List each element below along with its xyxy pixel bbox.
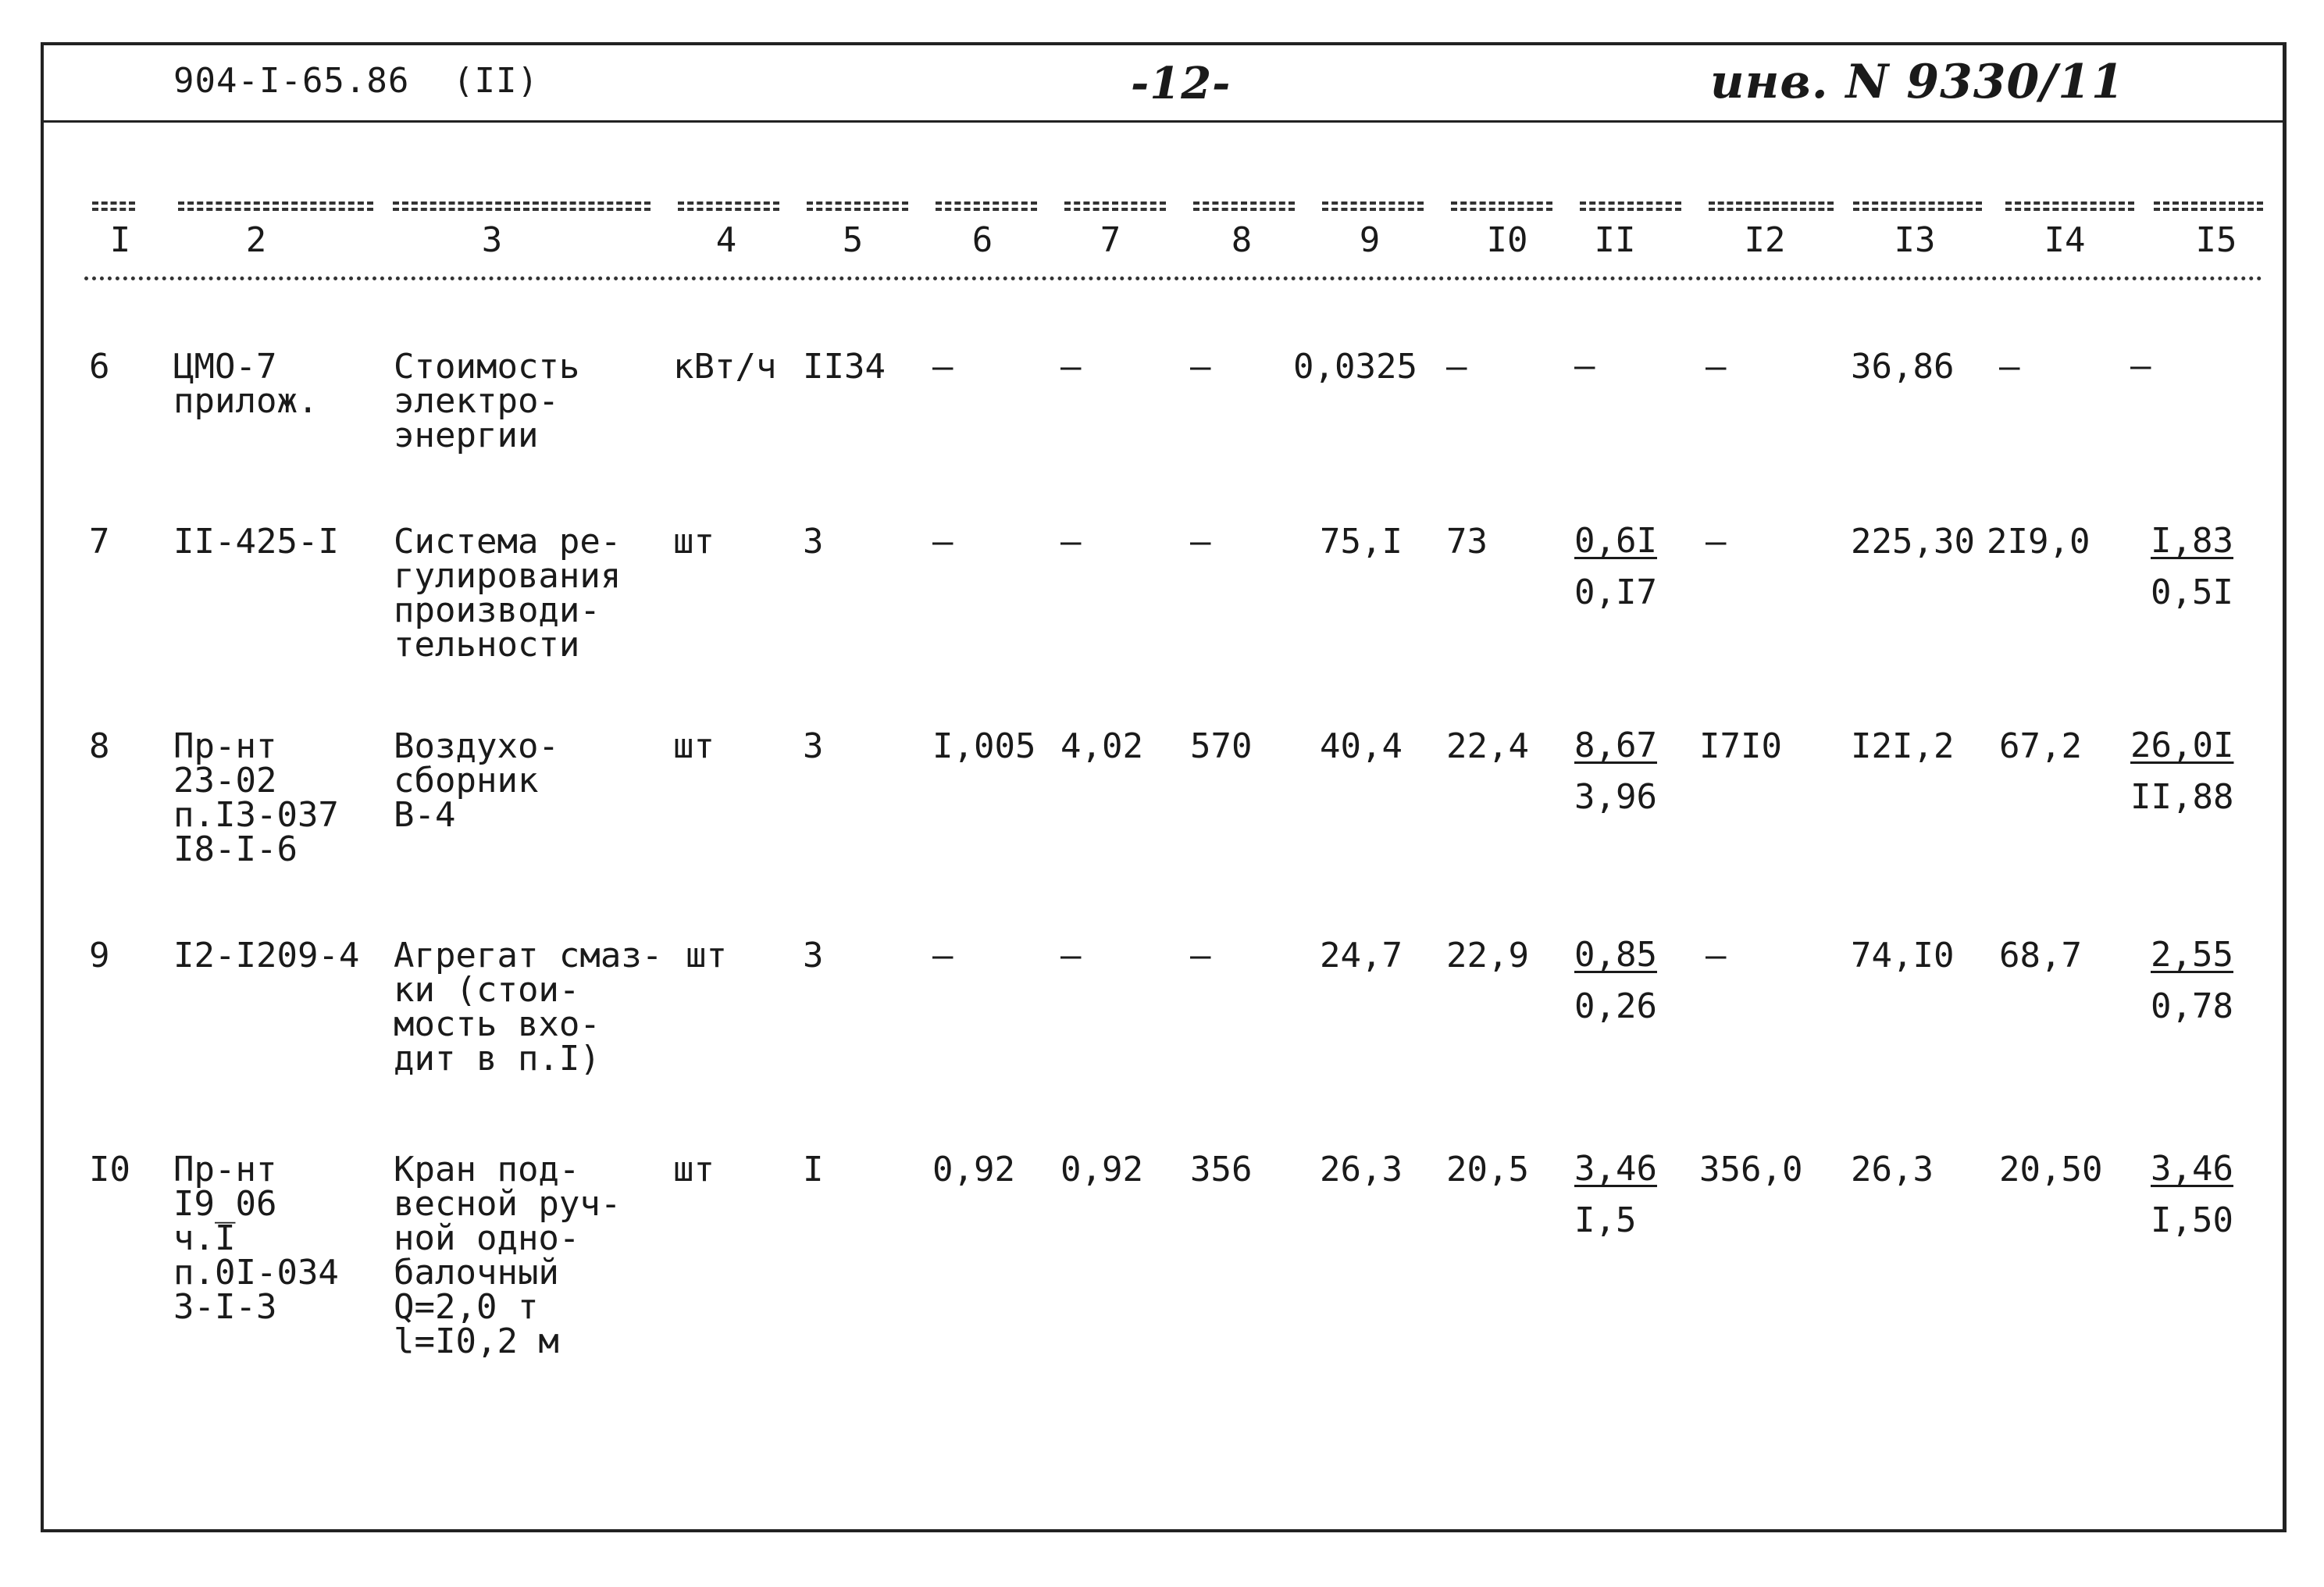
col-14: 20,50	[1999, 1150, 2103, 1189]
quantity: I	[803, 1150, 824, 1189]
quantity: 3	[803, 936, 824, 975]
col-7: 0,92	[1060, 1150, 1143, 1189]
col-6: –	[932, 522, 953, 562]
col-13: 26,3	[1851, 1150, 1934, 1189]
col-8: –	[1190, 936, 1211, 975]
col-7: –	[1060, 522, 1082, 562]
unit: кВт/ч	[673, 347, 777, 387]
unit: шт	[673, 726, 715, 766]
col-7: –	[1060, 936, 1082, 975]
col-12: 356,0	[1699, 1150, 1803, 1189]
table-header-bottom-rule	[84, 276, 2263, 287]
col-12: –	[1706, 347, 1727, 387]
page-frame	[41, 42, 2287, 1532]
col-8: 356	[1190, 1150, 1253, 1189]
column-header: 9	[1359, 220, 1381, 260]
column-header: I2	[1744, 220, 1786, 260]
row-number: 7	[89, 522, 110, 562]
column-header: 6	[971, 220, 993, 260]
column-header: I5	[2195, 220, 2237, 260]
norm-code: I2-I209-4	[173, 936, 360, 975]
col-14: 2I9,0	[1987, 522, 2091, 562]
quantity: 3	[803, 522, 824, 562]
quantity: 3	[803, 726, 824, 766]
col-13: 225,30	[1851, 522, 1975, 562]
col-11: $\frac{0,85}{0,26}$	[1574, 935, 1657, 1026]
col-15: –	[2130, 346, 2151, 386]
col-14: 67,2	[1999, 726, 2082, 766]
col-9: 24,7	[1320, 936, 1403, 975]
item-name: Система ре- гулирования производи- тельности	[394, 522, 622, 665]
column-header: 8	[1231, 220, 1253, 260]
row-number: 9	[89, 936, 110, 975]
col-12: I7I0	[1699, 726, 1782, 766]
col-9: 75,I	[1320, 522, 1403, 562]
col-8: –	[1190, 522, 1211, 562]
doc-part: (II)	[453, 61, 539, 101]
row-number: 6	[89, 347, 110, 387]
item-name: Воздухо- сборник В-4	[394, 726, 559, 835]
col-15: $\frac{2,55}{0,78}$	[2151, 935, 2233, 1026]
item-name: Стоимость электро- энергии	[394, 347, 580, 455]
inventory-number: инв. N 9330/11	[1710, 55, 2125, 109]
unit: шт	[673, 1150, 715, 1189]
col-13: 74,I0	[1851, 936, 1955, 975]
col-12: –	[1706, 522, 1727, 562]
col-11: –	[1574, 346, 1595, 386]
column-header: 5	[842, 220, 864, 260]
unit: шт	[673, 522, 715, 562]
col-13: 36,86	[1851, 347, 1955, 387]
norm-code: Пр-нт I9_06 ч.I п.0I-034 3-I-3	[173, 1150, 339, 1327]
col-6: 0,92	[932, 1150, 1015, 1189]
col-9: 40,4	[1320, 726, 1403, 766]
col-11: $\frac{3,46}{I,5}$	[1574, 1149, 1657, 1240]
column-header: II	[1594, 220, 1636, 260]
norm-code: II-425-I	[173, 522, 339, 562]
norm-code: Пр-нт 23-02 п.I3-037 I8-I-6	[173, 726, 339, 869]
col-12: –	[1706, 936, 1727, 975]
col-13: I2I,2	[1851, 726, 1955, 766]
unit: шт	[686, 936, 727, 975]
item-name: Агрегат смаз- ки (стои- мость вхо- дит в п.I)	[394, 936, 663, 1079]
col-11: $\frac{8,67}{3,96}$	[1574, 726, 1657, 817]
col-10: 20,5	[1446, 1150, 1529, 1189]
column-header: I4	[2044, 220, 2086, 260]
norm-code: ЦМО-7 прилож.	[173, 347, 319, 421]
col-11: $\frac{0,6I}{0,I7}$	[1574, 521, 1657, 612]
col-8: 570	[1190, 726, 1253, 766]
column-header: 4	[715, 220, 737, 260]
col-6: –	[932, 347, 953, 387]
col-9: 0,0325	[1293, 347, 1417, 387]
col-7: 4,02	[1060, 726, 1143, 766]
header-divider	[41, 120, 2287, 123]
column-header: I3	[1894, 220, 1936, 260]
quantity: II34	[803, 347, 886, 387]
col-14: 68,7	[1999, 936, 2082, 975]
col-10: –	[1446, 347, 1467, 387]
col-7: –	[1060, 347, 1082, 387]
page-number: -12-	[1131, 58, 1232, 109]
col-9: 26,3	[1320, 1150, 1403, 1189]
row-number: I0	[89, 1150, 130, 1189]
col-10: 22,4	[1446, 726, 1529, 766]
column-header: 7	[1100, 220, 1121, 260]
item-name: Кран под- весной руч- ной одно- балочный Q=2,0 т l=I0,2 м	[394, 1150, 622, 1361]
col-14: –	[1999, 347, 2020, 387]
doc-code: 904-I-65.86	[173, 61, 410, 101]
col-15: $\frac{3,46}{I,50}$	[2151, 1149, 2233, 1240]
col-10: 22,9	[1446, 936, 1529, 975]
column-header: I	[109, 220, 131, 260]
col-6: –	[932, 936, 953, 975]
col-10: 73	[1446, 522, 1488, 562]
table-header-top-rule	[84, 201, 2263, 217]
col-15: $\frac{26,0I}{II,88}$	[2130, 726, 2234, 817]
col-6: I,005	[932, 726, 1036, 766]
column-header: I0	[1486, 220, 1528, 260]
col-8: –	[1190, 347, 1211, 387]
col-15: $\frac{I,83}{0,5I}$	[2151, 521, 2233, 612]
row-number: 8	[89, 726, 110, 766]
column-header: 2	[245, 220, 267, 260]
column-header: 3	[481, 220, 503, 260]
